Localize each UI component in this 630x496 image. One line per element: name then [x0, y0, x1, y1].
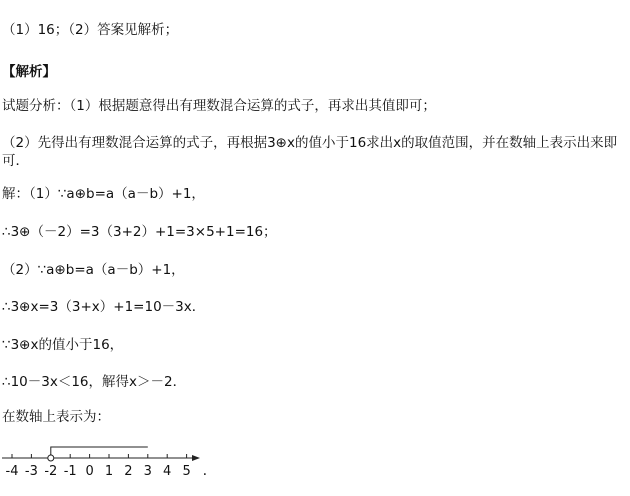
solution-line-1: 解：（1）∵a⊕b=a（a－b）+1，	[2, 186, 205, 202]
solution-line-7: 在数轴上表示为：	[2, 409, 110, 425]
solution-ray	[51, 447, 148, 455]
solution-line-4: ∴3⊕x=3（3+x）+1=10－3x．	[2, 299, 206, 315]
tick-label: -4	[5, 464, 19, 479]
analysis-line-2: （2）先得出有理数混合运算的式子，再根据3⊕x的值小于16求出x的取值范围，并在数轴上表示出来即可．	[2, 135, 618, 169]
solution-line-3: （2）∵a⊕b=a（a－b）+1，	[2, 262, 185, 278]
solution-line-2: ∴3⊕（－2）=3（3+2）+1=3×5+1=16；	[2, 224, 277, 240]
analysis-line-1: 试题分析：（1）根据题意得出有理数混合运算的式子，再求出其值即可；	[2, 98, 436, 114]
tick-label: 3	[143, 464, 152, 479]
tick-label: 1	[104, 464, 114, 479]
tick-label: 4	[163, 464, 172, 479]
tick-label: -3	[24, 464, 38, 479]
tick-label: 2	[124, 464, 133, 479]
solution-line-5: ∵3⊕x的值小于16，	[2, 337, 124, 353]
tick-label: 0	[85, 464, 94, 479]
solution-line-6: ∴10－3x＜16，解得x＞－2．	[2, 374, 187, 390]
tick-label: -2	[44, 464, 58, 479]
number-line-arrow	[192, 455, 200, 461]
answer-line: （1）16；（2）答案见解析；	[2, 22, 179, 38]
open-point-marker	[48, 455, 54, 461]
number-line-end-mark: .	[202, 463, 208, 479]
number-line	[0, 444, 230, 484]
tick-label: -1	[63, 464, 77, 479]
section-heading: 【解析】	[2, 64, 56, 80]
tick-label: 5	[182, 464, 191, 479]
